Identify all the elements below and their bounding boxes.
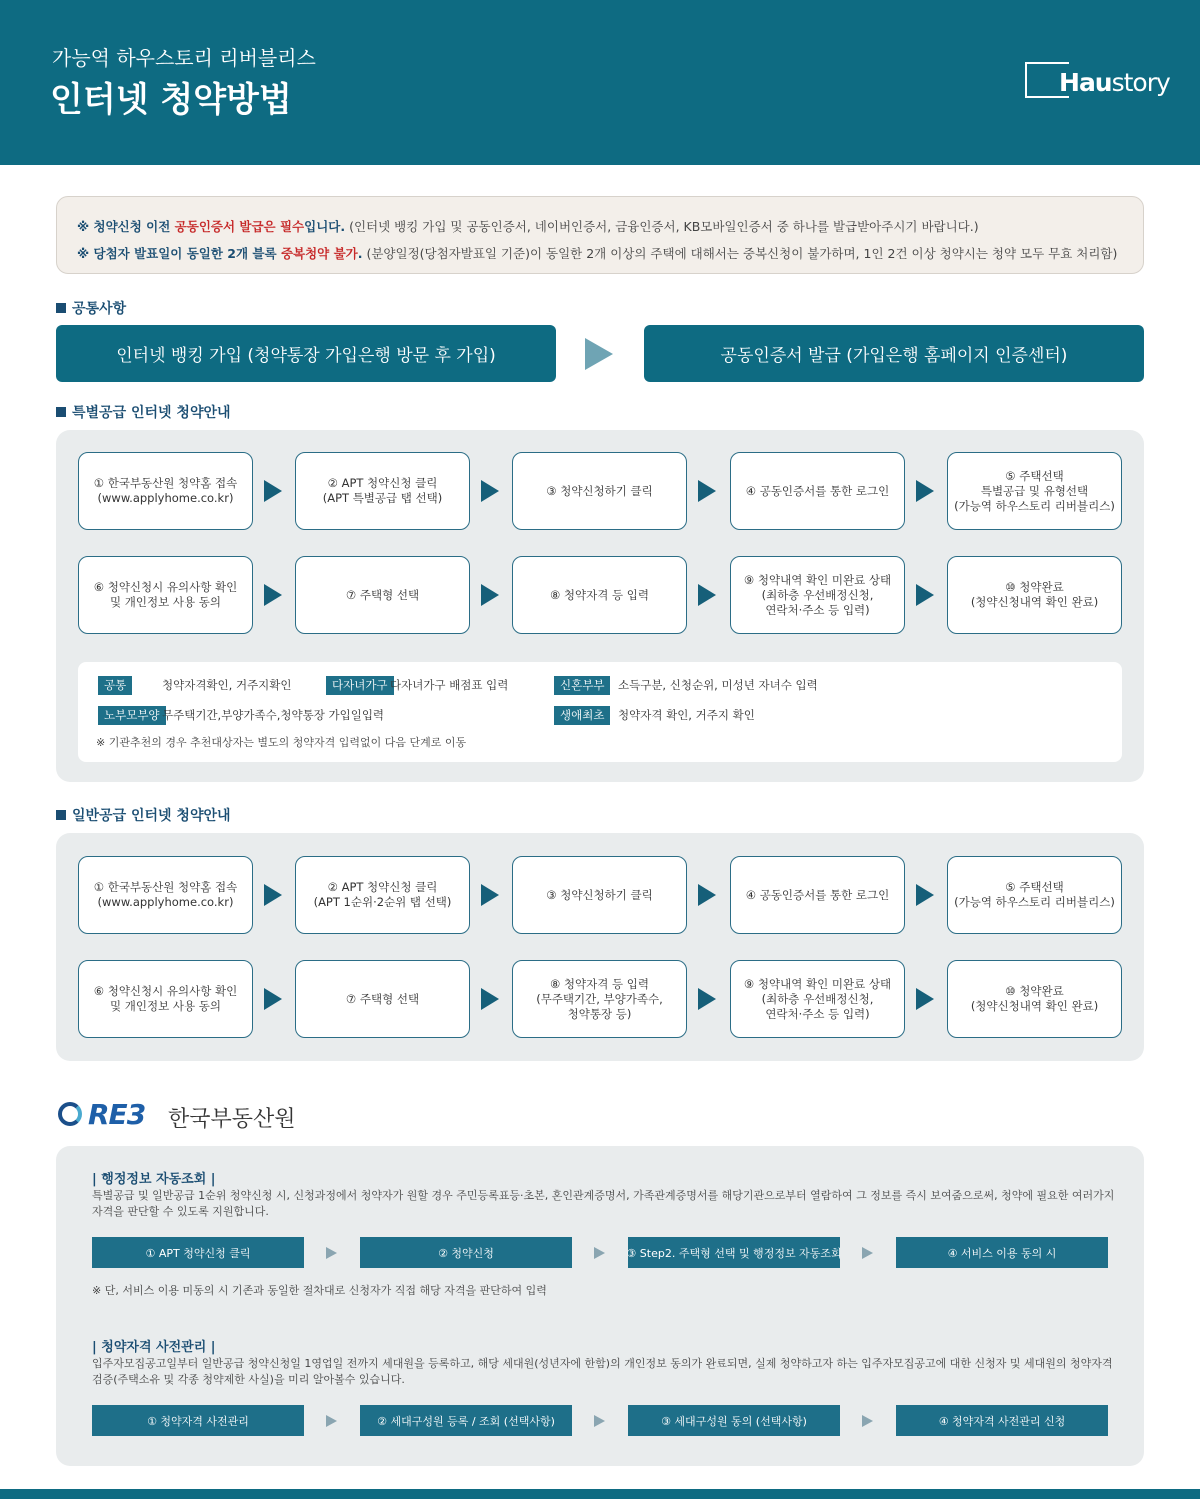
arrow-right-icon bbox=[264, 480, 282, 502]
tag-common-text: 청약자격확인, 거주지확인 bbox=[162, 678, 292, 692]
notice-box bbox=[56, 196, 1144, 274]
section-label-general: 일반공급 인터넷 청약안내 bbox=[56, 805, 231, 825]
prequal-step-4: ④ 청약자격 사전관리 신청 bbox=[896, 1405, 1108, 1436]
page-title: 인터넷 청약방법 bbox=[50, 80, 292, 120]
prequal-desc: 입주자모집공고일부터 일반공급 청약신청일 1영업일 전까지 세대원을 등록하고, 해당 세대원(성년자에 한함)의 개인정보 동의가 완료되면, 실제 청약하고자 하는 입주자모집공고에 대한 신청자 및 세대원의 청약자격검증(주택소유 및 각종 청약제한 사실)을 미리 알아볼수 있습니다. bbox=[92, 1357, 1113, 1386]
special-step-10: ⑩ 청약완료 (청약신청내역 확인 완료) bbox=[947, 556, 1122, 634]
special-step-8: ⑧ 청약자격 등 입력 bbox=[512, 556, 687, 634]
special-step-5: ⑤ 주택선택 특별공급 및 유형선택 (가능역 하우스토리 리버블리스) bbox=[947, 452, 1122, 530]
general-step-8: ⑧ 청약자격 등 입력 (무주택기간, 부양가족수, 청약통장 등) bbox=[512, 960, 687, 1038]
tag-first-time: 생애최초 bbox=[554, 706, 610, 725]
arrow-right-icon bbox=[698, 480, 716, 502]
footer-bar bbox=[0, 1489, 1200, 1499]
arrow-right-icon bbox=[698, 584, 716, 606]
arrow-right-icon bbox=[594, 1247, 605, 1259]
common-step-banking: 인터넷 뱅킹 가입 (청약통장 가입은행 방문 후 가입) bbox=[56, 325, 556, 382]
prequal-title: | 청약자격 사전관리 | bbox=[92, 1340, 216, 1355]
section-label-special: 특별공급 인터넷 청약안내 bbox=[56, 402, 231, 422]
arrow-right-icon bbox=[698, 988, 716, 1010]
tag-newlywed: 신혼부부 bbox=[554, 676, 610, 695]
tag-elderly-parent-text: 무주택기간,부양가족수,청약통장 가입일입력 bbox=[162, 708, 385, 722]
notice-line-1: ※ 청약신청 이전 공동인증서 발급은 필수입니다. (인터넷 뱅킹 가입 및 공동인증서, 네이버인증서, 금융인증서, KB모바일인증서 중 하나를 발급받아주시기 바랍니다.) bbox=[77, 219, 979, 234]
general-step-6: ⑥ 청약신청시 유의사항 확인 및 개인정보 사용 동의 bbox=[78, 960, 253, 1038]
general-step-5: ⑤ 주택선택 (가능역 하우스토리 리버블리스) bbox=[947, 856, 1122, 934]
tag-newlywed-text: 소득구분, 신청순위, 미성년 자녀수 입력 bbox=[618, 678, 818, 692]
prequal-step-3: ③ 세대구성원 동의 (선택사항) bbox=[628, 1405, 840, 1436]
arrow-right-icon bbox=[326, 1247, 337, 1259]
tag-common: 공통 bbox=[98, 676, 132, 695]
arrow-right-icon bbox=[264, 988, 282, 1010]
admin-info-note: ※ 단, 서비스 이용 미동의 시 기존과 동일한 절차대로 신청자가 직접 해당 자격을 판단하여 입력 bbox=[92, 1284, 547, 1297]
haustory-logo: Haustory bbox=[1025, 62, 1170, 102]
general-step-9: ⑨ 청약내역 확인 미완료 상태 (최하층 우선배정신청, 연락처·주소 등 입력) bbox=[730, 960, 905, 1038]
tag-first-time-text: 청약자격 확인, 거주지 확인 bbox=[618, 708, 755, 722]
general-step-4: ④ 공동인증서를 통한 로그인 bbox=[730, 856, 905, 934]
arrow-right-icon bbox=[862, 1415, 873, 1427]
general-step-1: ① 한국부동산원 청약홈 접속 (www.applyhome.co.kr) bbox=[78, 856, 253, 934]
special-tags-box bbox=[78, 662, 1122, 762]
arrow-right-icon bbox=[481, 584, 499, 606]
special-step-1: ① 한국부동산원 청약홈 접속 (www.applyhome.co.kr) bbox=[78, 452, 253, 530]
arrow-right-icon bbox=[916, 480, 934, 502]
admin-step-3: ③ Step2. 주택형 선택 및 행정정보 자동조회 bbox=[628, 1237, 840, 1268]
square-icon bbox=[56, 303, 66, 313]
special-step-2: ② APT 청약신청 클릭 (APT 특별공급 탭 선택) bbox=[295, 452, 470, 530]
arrow-right-icon bbox=[481, 884, 499, 906]
arrow-right-icon bbox=[585, 338, 613, 370]
general-step-10: ⑩ 청약완료 (청약신청내역 확인 완료) bbox=[947, 960, 1122, 1038]
prequal-step-1: ① 청약자격 사전관리 bbox=[92, 1405, 304, 1436]
arrow-right-icon bbox=[862, 1247, 873, 1259]
arrow-right-icon bbox=[264, 584, 282, 606]
tag-elderly-parent: 노부모부양 bbox=[98, 706, 166, 725]
section-label-common: 공통사항 bbox=[56, 298, 126, 318]
special-supply-panel bbox=[56, 430, 1144, 782]
general-step-2: ② APT 청약신청 클릭 (APT 1순위·2순위 탭 선택) bbox=[295, 856, 470, 934]
prequal-step-2: ② 세대구성원 등록 / 조회 (선택사항) bbox=[360, 1405, 572, 1436]
admin-step-2: ② 청약신청 bbox=[360, 1237, 572, 1268]
arrow-right-icon bbox=[264, 884, 282, 906]
arrow-right-icon bbox=[698, 884, 716, 906]
special-step-4: ④ 공동인증서를 통한 로그인 bbox=[730, 452, 905, 530]
notice-line-2: ※ 당첨자 발표일이 동일한 2개 블록 중복청약 불가. (분양일정(당첨자발표일 기준)이 동일한 2개 이상의 주택에 대해서는 중복신청이 불가하며, 1인 2건 이상 청약시는 청약 모두 무효 처리함) bbox=[77, 246, 1118, 261]
arrow-right-icon bbox=[326, 1415, 337, 1427]
arrow-right-icon bbox=[916, 884, 934, 906]
admin-info-desc: 특별공급 및 일반공급 1순위 청약신청 시, 신청과정에서 청약자가 원할 경우 주민등록표등·초본, 혼인관계증명서, 가족관계증명서를 해당기관으로부터 열람하여 그 정보를 즉시 보여줌으로써, 청약에 필요한 여러가지 자격을 판단할 수 있도록 지원합니다. bbox=[92, 1189, 1115, 1218]
reb-services-panel bbox=[56, 1146, 1144, 1466]
tag-multichild: 다자녀가구 bbox=[326, 676, 394, 695]
special-note: ※ 기관추천의 경우 추천대상자는 별도의 청약자격 입력없이 다음 단계로 이동 bbox=[96, 736, 467, 749]
special-step-3: ③ 청약신청하기 클릭 bbox=[512, 452, 687, 530]
arrow-right-icon bbox=[594, 1415, 605, 1427]
arrow-right-icon bbox=[916, 988, 934, 1010]
general-step-7: ⑦ 주택형 선택 bbox=[295, 960, 470, 1038]
header-subtitle: 가능역 하우스토리 리버블리스 bbox=[52, 46, 316, 70]
arrow-right-icon bbox=[916, 584, 934, 606]
admin-step-4: ④ 서비스 이용 동의 시 bbox=[896, 1237, 1108, 1268]
special-step-6: ⑥ 청약신청시 유의사항 확인 및 개인정보 사용 동의 bbox=[78, 556, 253, 634]
special-step-9: ⑨ 청약내역 확인 미완료 상태 (최하층 우선배정신청, 연락처·주소 등 입력) bbox=[730, 556, 905, 634]
general-step-3: ③ 청약신청하기 클릭 bbox=[512, 856, 687, 934]
common-step-certificate: 공동인증서 발급 (가입은행 홈페이지 인증센터) bbox=[644, 325, 1144, 382]
admin-step-1: ① APT 청약신청 클릭 bbox=[92, 1237, 304, 1268]
arrow-right-icon bbox=[481, 988, 499, 1010]
tag-multichild-text: 다자녀가구 배점표 입력 bbox=[390, 678, 509, 692]
admin-info-title: | 행정정보 자동조회 | bbox=[92, 1172, 216, 1187]
square-icon bbox=[56, 810, 66, 820]
arrow-right-icon bbox=[481, 480, 499, 502]
header bbox=[0, 0, 1200, 165]
general-supply-panel bbox=[56, 833, 1144, 1061]
special-step-7: ⑦ 주택형 선택 bbox=[295, 556, 470, 634]
reb-emblem-icon bbox=[58, 1102, 82, 1126]
square-icon bbox=[56, 407, 66, 417]
